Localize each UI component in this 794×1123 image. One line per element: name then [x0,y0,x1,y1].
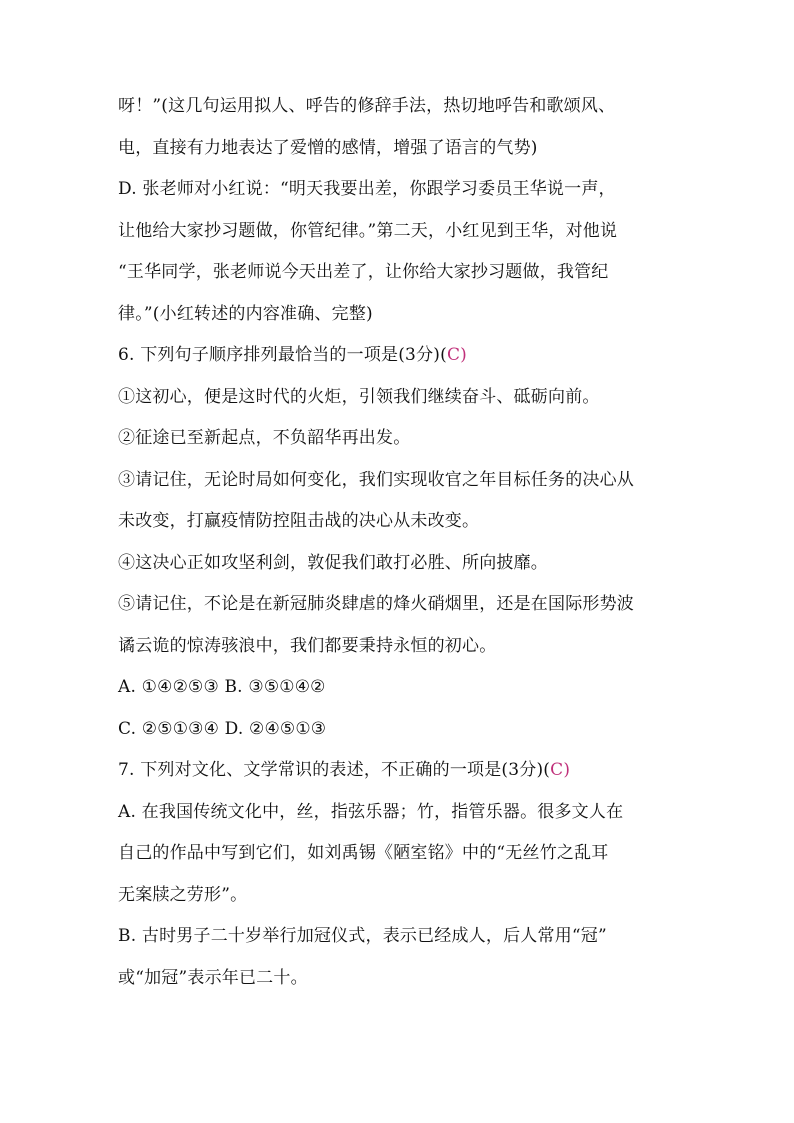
sentence-4: ④这决心正如攻坚利剑，敦促我们敢打必胜、所向披靡。 [118,552,548,573]
question-7 [118,760,682,780]
text-line: “王华同学，张老师说今天出差了，让你给大家抄习题做，我管纪 [118,262,609,282]
options-cd: C. ②⑤①③④ D. ②④⑤①③ [118,718,327,739]
text-line: 未改变，打赢疫情防控阻击战的决心从未改变。 [118,511,480,531]
answer-close: ) [563,760,571,780]
question-text: 6. 下列句子顺序排列最恰当的一项是(3分)( [118,345,447,365]
answer-mark: C [550,760,564,780]
answer-close: ) [460,345,467,365]
question-6 [118,345,682,365]
text-line: 或“加冠”表示年已二十。 [118,967,308,988]
text-line: 电，直接有力地表达了爱憎的感情，增强了语言的气势) [118,137,538,158]
sentence-5: ⑤请记住，不论是在新冠肺炎肆虐的烽火硝烟里，还是在国际形势波 [118,594,634,614]
text-line: 律。”(小红转述的内容准确、完整) [118,303,373,324]
option-a-line: A. 在我国传统文化中，丝，指弦乐器；竹，指管乐器。很多文人在 [118,801,624,822]
option-b-line: B. 古时男子二十岁举行加冠仪式，表示已经成人，后人常用“冠” [118,926,607,946]
question-text: 7. 下列对文化、文学常识的表述，不正确的一项是(3分)( [118,760,551,780]
text-line: 让他给大家抄习题做，你管纪律。”第二天，小红见到王华，对他说 [118,220,618,241]
sentence-1: ①这初心，便是这时代的火炬，引领我们继续奋斗、砥砺向前。 [118,386,600,407]
document-page [118,96,682,1009]
options-ab: A. ①④②⑤③ B. ③⑤①④② [118,677,326,697]
text-line: 谲云诡的惊涛骇浪中，我们都要秉持永恒的初心。 [118,635,497,656]
option-d-line: D. 张老师对小红说：“明天我要出差，你跟学习委员王华说一声， [118,179,616,199]
text-line: 无案牍之劳形”。 [118,884,248,905]
text-line: 呀！”(这几句运用拟人、呼告的修辞手法，热切地呼告和歌颂风、 [118,96,616,116]
sentence-2: ②征途已至新起点，不负韶华再出发。 [118,428,411,448]
text-line: 自己的作品中写到它们，如刘禹锡《陋室铭》中的“无丝竹之乱耳 [118,843,609,863]
sentence-3: ③请记住，无论时局如何变化，我们实现收官之年目标任务的决心从 [118,469,634,490]
answer-mark: C [446,345,461,365]
